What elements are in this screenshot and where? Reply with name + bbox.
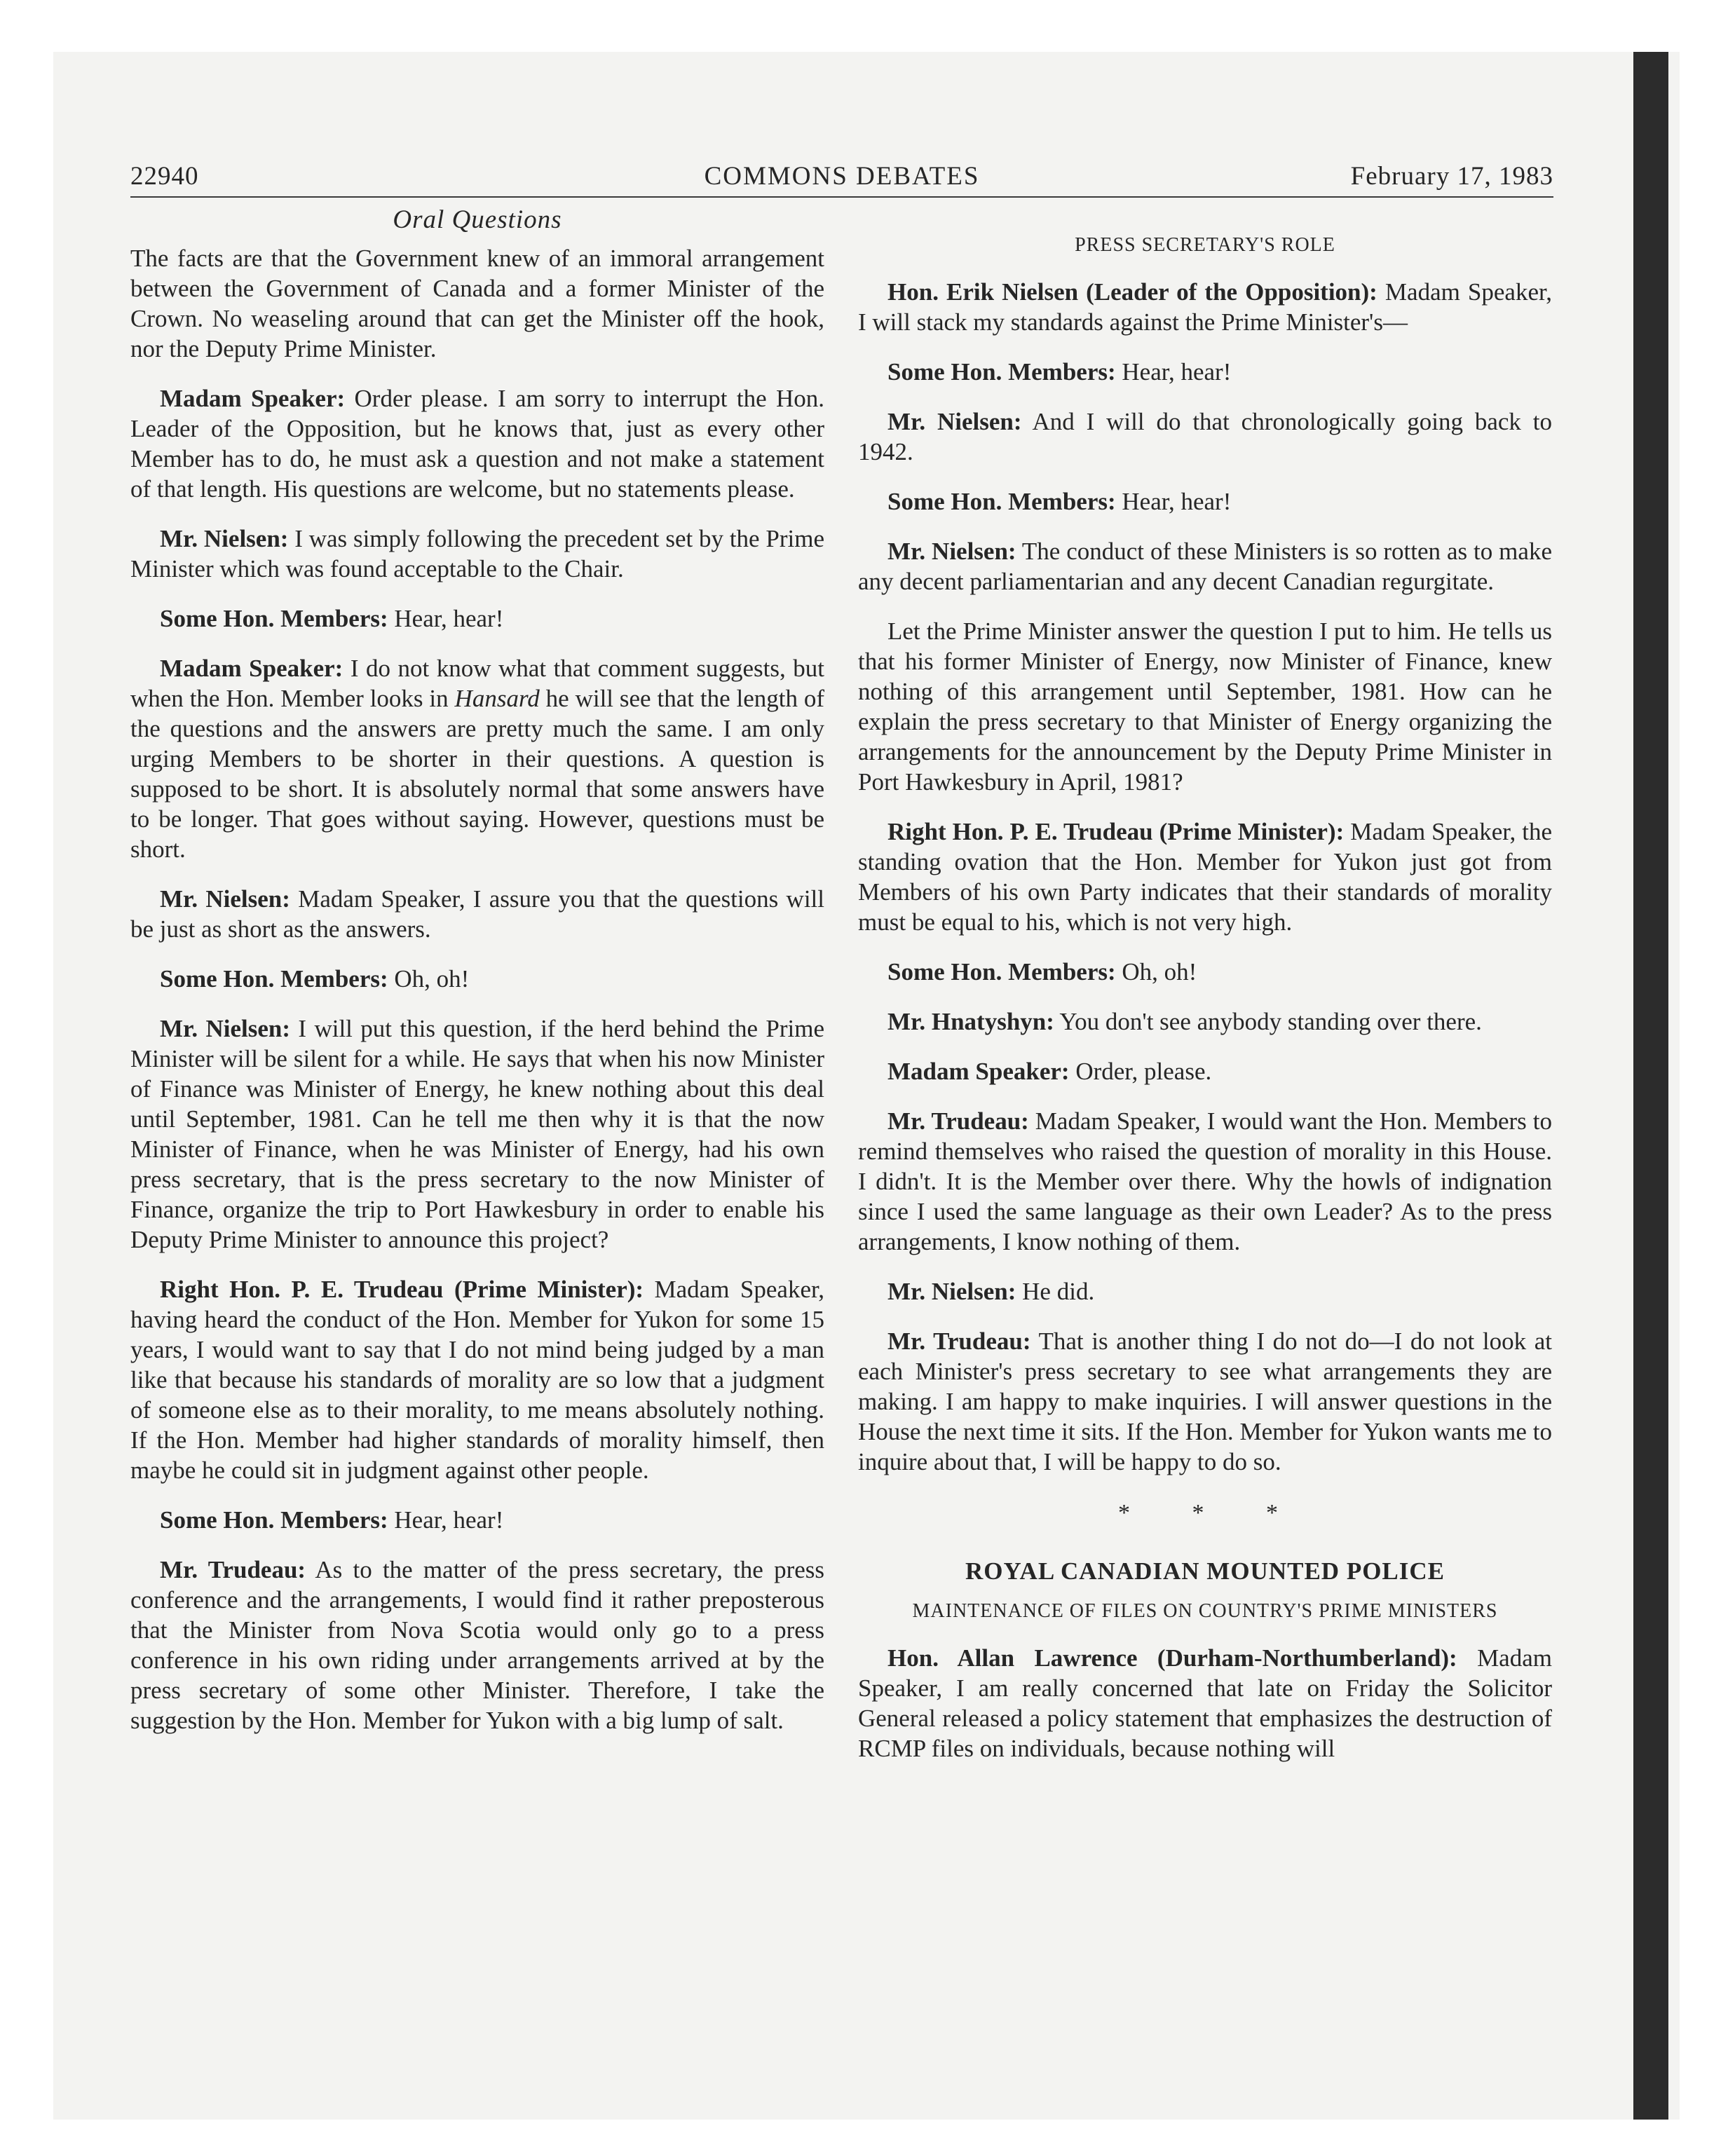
section-separator: * * *: [1118, 1500, 1306, 1526]
paragraph-text: Let the Prime Minister answer the question I put to him. He tells us that his former Minister of Energy, now Minister of Finance, knew nothing of this arrangement until September, 1981. How can he explain the press secretary to that Minister of Energy organizing the arrangements for the announcement by the Deputy Prime Minister in Port Hawkesbury in April, 1981?: [858, 618, 1552, 796]
paragraph: [130, 1555, 824, 1735]
paragraph: [130, 653, 824, 864]
paragraph-text: The conduct of these Ministers is so rotten as to make any decent parliamentarian and any decent Canadian regurgitate.: [858, 538, 1552, 595]
paragraph-text: I will put this question, if the herd behind the Prime Minister will be silent for a while. He says that when his now Minister of Finance was Minister of Energy, he knew nothing about this deal until September, 1981. Can he tell me then why it is that the now Minister of Finance, when he was Minister of Energy, had his own press secretary, that is the press secretary to the now Minister of Finance, organize the trip to Port Hawkesbury in order to enable his Deputy Prime Minister to announce this project?: [130, 1015, 824, 1253]
paragraph-text: Order, please.: [1069, 1058, 1212, 1085]
speaker-name: Mr. Nielsen:: [887, 408, 1022, 435]
speaker-name: Hon. Erik Nielsen (Leader of the Opposition):: [887, 278, 1377, 306]
paragraph: [858, 957, 1552, 987]
paragraph: [858, 1056, 1552, 1086]
paragraph: [130, 1014, 824, 1255]
speaker-name: Madam Speaker:: [160, 655, 343, 682]
paragraph: [858, 357, 1552, 387]
paragraph-text: he will see that the length of the questions and the answers are pretty much the same. I am only urging Members to be shorter in their questions. A question is supposed to be short. It is absolutely normal that some answers have to be longer. That goes without saying. However, questions must be short.: [130, 685, 825, 863]
speaker-name: Mr. Trudeau:: [887, 1328, 1031, 1355]
paragraph-text: Oh, oh!: [388, 965, 470, 992]
paragraph: [858, 536, 1552, 596]
speaker-name: Mr. Nielsen:: [160, 885, 290, 913]
paragraph-text: Hear, hear!: [1115, 488, 1232, 515]
speaker-name: Some Hon. Members:: [160, 605, 388, 632]
paragraph-text: That is another thing I do not do—I do not look at each Minister's press secretary to see what arrangements they are making. I am happy to make inquiries. I will answer questions in the House the next time it sits. If the Hon. Member for Yukon wants me to inquire about that, I will be happy to do so.: [858, 1328, 1553, 1475]
speaker-name: Mr. Trudeau:: [887, 1107, 1029, 1135]
speaker-name: Madam Speaker:: [887, 1058, 1070, 1085]
paragraph: [858, 486, 1552, 517]
paragraph-text: Madam Speaker, I assure you that the questions will be just as short as the answers.: [130, 885, 824, 943]
left-column: [130, 205, 824, 1755]
speaker-name: Some Hon. Members:: [160, 1506, 388, 1534]
scan-edge-bar: [1633, 52, 1668, 2120]
speaker-name: Mr. Hnatyshyn:: [887, 1008, 1054, 1035]
paragraph-text: The facts are that the Government knew of an immoral arrangement between the Government of Canada and a former Minister of the Crown. No weaseling around that can get the Minister off the hook, nor the Deputy Prime Minister.: [130, 245, 824, 362]
paragraph-text: Order please. I am sorry to interrupt the Hon. Leader of the Opposition, but he knows that, just as every other Member has to do, he must ask a question and not make a statement of that length. His questions are welcome, but no statements please.: [130, 385, 824, 503]
page-header: [130, 160, 1553, 198]
paragraph-text: Madam Speaker, having heard the conduct of the Hon. Member for Yukon for some 15 years, I would want to say that I do not mind being judged by a man like that because his standards of morality are so low that a judgment of someone else as to their morality, to me means absolutely nothing. If the Hon. Member had higher standards of morality himself, then maybe he could sit in judgment against other people.: [130, 1276, 824, 1484]
speaker-name: Hon. Allan Lawrence (Durham-Northumberland):: [887, 1644, 1457, 1672]
speaker-name: Some Hon. Members:: [887, 358, 1116, 386]
paragraph-text: And I will do that chronologically going back to 1942.: [858, 408, 1552, 465]
speaker-name: Madam Speaker:: [160, 385, 346, 412]
italic-reference: Hansard: [454, 685, 540, 712]
paragraph-text: As to the matter of the press secretary, the press conference and the arrangements, I would find it rather preposterous that the Minister from Nova Scotia would only go to a press conference in his own riding under arrangements arrived at by the press secretary of some other Minister. Therefore, I take the suggestion by the Hon. Member for Yukon with a big lump of salt.: [130, 1556, 825, 1734]
paragraph: [858, 407, 1552, 467]
paragraph: [130, 603, 824, 634]
paragraph: [130, 243, 824, 364]
subheading-files: MAINTENANCE OF FILES ON COUNTRY'S PRIME MINISTERS: [912, 1600, 1498, 1622]
speaker-name: Some Hon. Members:: [887, 958, 1116, 985]
paragraph: [858, 616, 1552, 797]
publication-title: COMMONS DEBATES: [704, 162, 980, 191]
subheading-press-secretary: PRESS SECRETARY'S ROLE: [1075, 234, 1335, 256]
paragraph: [130, 884, 824, 944]
speaker-name: Mr. Nielsen:: [887, 1278, 1016, 1305]
speaker-name: Mr. Nielsen:: [160, 1015, 291, 1042]
paragraph-text: Hear, hear!: [388, 605, 504, 632]
paragraph: [130, 1505, 824, 1535]
right-column: [858, 205, 1552, 1783]
speaker-name: Some Hon. Members:: [160, 965, 388, 992]
paragraph-text: I do not know what that comment suggests, but when the Hon. Member looks in: [130, 655, 824, 712]
paragraph-text: Madam Speaker, the standing ovation that the Hon. Member for Yukon just got from Members of his own Party indicates that their standards of morality must be equal to his, which is not very high.: [858, 818, 1552, 936]
paragraph: [858, 817, 1552, 937]
speaker-name: Mr. Nielsen:: [160, 525, 289, 552]
paragraph: [130, 964, 824, 994]
paragraph-text: Madam Speaker, I am really concerned that late on Friday the Solicitor General released a policy statement that emphasizes the destruction of RCMP files on individuals, because nothing will: [858, 1644, 1552, 1762]
heading-rcmp: ROYAL CANADIAN MOUNTED POLICE: [965, 1557, 1445, 1585]
speaker-name: Right Hon. P. E. Trudeau (Prime Minister):: [887, 818, 1345, 845]
speaker-name: Right Hon. P. E. Trudeau (Prime Minister):: [160, 1276, 644, 1303]
speaker-name: Mr. Trudeau:: [160, 1556, 306, 1583]
paragraph-text: Madam Speaker, I would want the Hon. Members to remind themselves who raised the question of morality in this House. I didn't. It is the Member over there. Why the howls of indignation since I used the same language as their own Leader? As to the press arrangements, I know nothing of them.: [858, 1107, 1552, 1255]
paragraph-text: Oh, oh!: [1115, 958, 1197, 985]
paragraph: [858, 277, 1552, 337]
paragraph-text: You don't see anybody standing over there.: [1054, 1008, 1482, 1035]
paragraph: [130, 1274, 824, 1485]
paragraph: [858, 1007, 1552, 1037]
paragraph: [858, 1276, 1552, 1306]
paragraph-text: He did.: [1016, 1278, 1095, 1305]
paragraph: [130, 524, 824, 584]
paragraph: [130, 383, 824, 504]
publication-date: February 17, 1983: [1350, 162, 1553, 191]
paragraph-text: Madam Speaker, I will stack my standards against the Prime Minister's—: [858, 278, 1552, 336]
speaker-name: Mr. Nielsen:: [887, 538, 1016, 565]
paragraph: [858, 1326, 1552, 1477]
paragraph-text: Hear, hear!: [388, 1506, 504, 1534]
paragraph: [858, 1106, 1552, 1257]
speaker-name: Some Hon. Members:: [887, 488, 1116, 515]
paragraph-text: I was simply following the precedent set by the Prime Minister which was found acceptable to the Chair.: [130, 525, 824, 582]
paragraph: [858, 1643, 1552, 1763]
section-title: Oral Questions: [393, 205, 562, 234]
paragraph-text: Hear, hear!: [1115, 358, 1232, 386]
page-number: 22940: [130, 162, 199, 191]
